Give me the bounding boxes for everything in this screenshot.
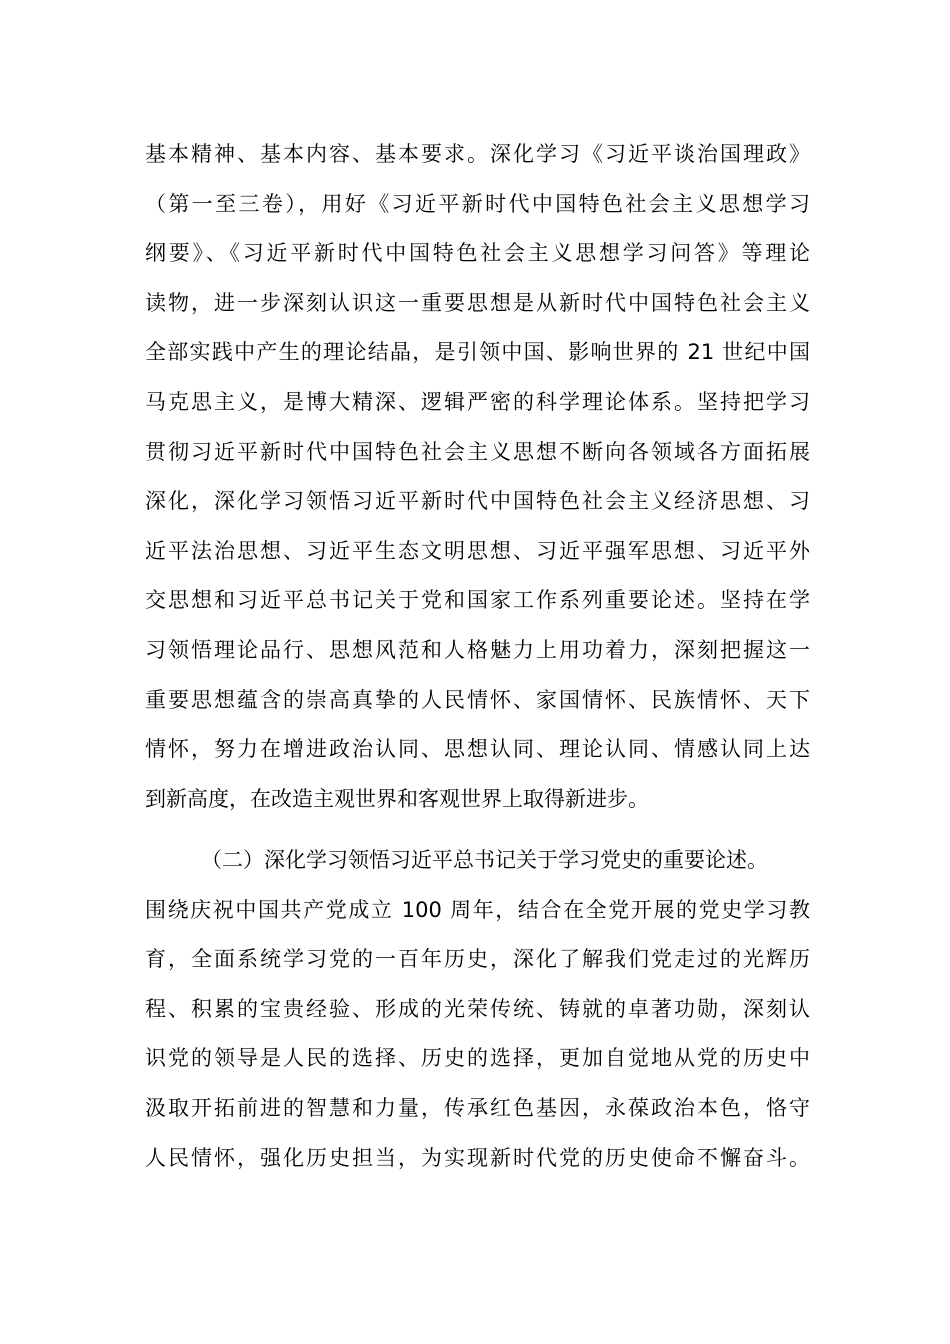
text-line: 纲要》、《习近平新时代中国特色社会主义思想学习问答》等理论 [145, 241, 810, 266]
text-line: 程、积累的宝贵经验、形成的光荣传统、铸就的卓著功勋，深刻认 [145, 996, 810, 1021]
text-line: 深化，深化学习领悟习近平新时代中国特色社会主义经济思想、习 [145, 489, 810, 514]
text-line: 汲取开拓前进的智慧和力量，传承红色基因，永葆政治本色，恪守 [145, 1095, 810, 1120]
paragraph-theory-study [145, 130, 810, 824]
text-line: 重要思想蕴含的崇高真挚的人民情怀、家国情怀、民族情怀、天下 [145, 687, 810, 712]
text-line: 基本精神、基本内容、基本要求。深化学习《习近平谈治国理政》 [145, 142, 810, 166]
text-line: 到新高度，在改造主观世界和客观世界上取得新进步。 [145, 786, 649, 811]
text-line: 围绕庆祝中国共产党成立 100 周年，结合在全党开展的党史学习教 [145, 897, 810, 922]
text-line: 全部实践中产生的理论结晶，是引领中国、影响世界的 21 世纪中国 [145, 340, 810, 365]
text-line: 近平法治思想、习近平生态文明思想、习近平强军思想、习近平外 [145, 538, 810, 563]
text-line: 育，全面系统学习党的一百年历史，深化了解我们党走过的光辉历 [145, 947, 810, 972]
text-line: （第一至三卷），用好《习近平新时代中国特色社会主义思想学习 [145, 191, 810, 216]
text-line: 识党的领导是人民的选择、历史的选择，更加自觉地从党的历史中 [145, 1046, 810, 1071]
text-line: 马克思主义，是博大精深、逻辑严密的科学理论体系。坚持把学习 [145, 389, 810, 414]
text-line: 情怀，努力在增进政治认同、思想认同、理论认同、情感认同上达 [145, 737, 810, 762]
text-line: 读物，进一步深刻认识这一重要思想是从新时代中国特色社会主义 [145, 290, 810, 315]
section-heading-line: （二）深化学习领悟习近平总书记关于学习党史的重要论述。 [201, 848, 768, 872]
text-line: 习领悟理论品行、思想风范和人格魅力上用功着力，深刻把握这一 [145, 637, 810, 662]
text-line: 交思想和习近平总书记关于党和国家工作系列重要论述。坚持在学 [145, 588, 810, 613]
paragraph-party-history [145, 836, 810, 1183]
text-line: 贯彻习近平新时代中国特色社会主义思想不断向各领域各方面拓展 [145, 439, 810, 464]
text-line: 人民情怀，强化历史担当，为实现新时代党的历史使命不懈奋斗。 [145, 1145, 810, 1170]
